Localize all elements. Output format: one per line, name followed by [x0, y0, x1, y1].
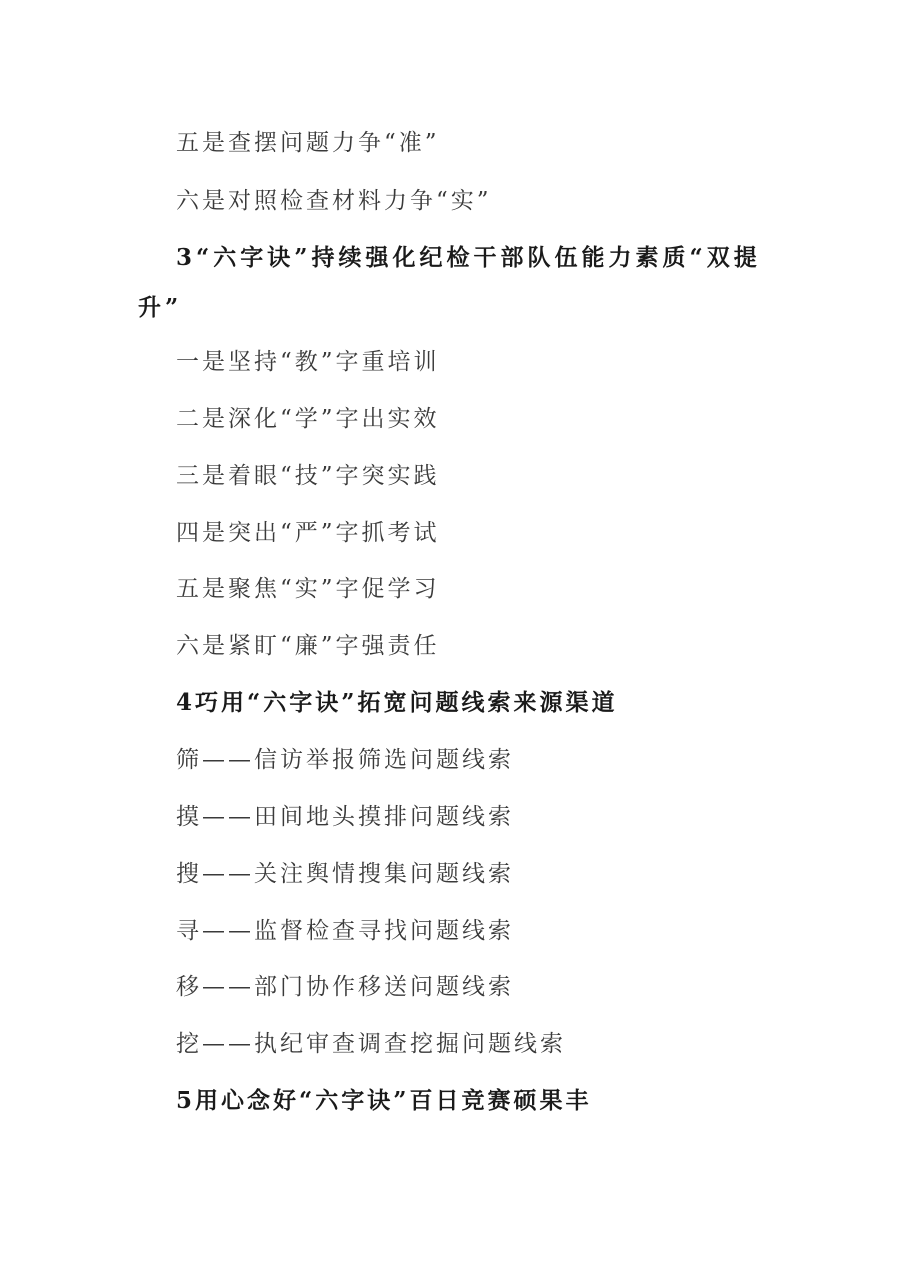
section4-heading: 4巧用“六字诀”拓宽问题线索来源渠道 [176, 689, 618, 716]
section2-item-5: 五是查摆问题力争“准” [176, 130, 440, 156]
section3-item-6: 六是紧盯“廉”字强责任 [176, 633, 440, 659]
section4-item-3: 搜——关注舆情搜集问题线索 [176, 861, 514, 887]
section4-item-1: 筛——信访举报筛选问题线索 [176, 747, 514, 773]
section3-item-2: 二是深化“学”字出实效 [176, 406, 440, 432]
section4-item-2: 摸——田间地头摸排问题线索 [176, 804, 514, 830]
section2-item-6: 六是对照检查材料力争“实” [176, 188, 492, 214]
section3-heading: 3“六字诀”持续强化纪检干部队伍能力素质“双提升” [138, 244, 761, 321]
section4-item-6: 挖——执纪审查调查挖掘问题线索 [176, 1031, 566, 1057]
section5-heading: 5用心念好“六字诀”百日竞赛硕果丰 [176, 1087, 592, 1114]
section3-item-5: 五是聚焦“实”字促学习 [176, 576, 440, 602]
section4-item-4: 寻——监督检查寻找问题线索 [176, 918, 514, 944]
section3-item-1: 一是坚持“教”字重培训 [176, 349, 440, 375]
section3-item-3: 三是着眼“技”字突实践 [176, 463, 440, 489]
section4-item-5: 移——部门协作移送问题线索 [176, 974, 514, 1000]
section3-item-4: 四是突出“严”字抓考试 [176, 520, 440, 546]
